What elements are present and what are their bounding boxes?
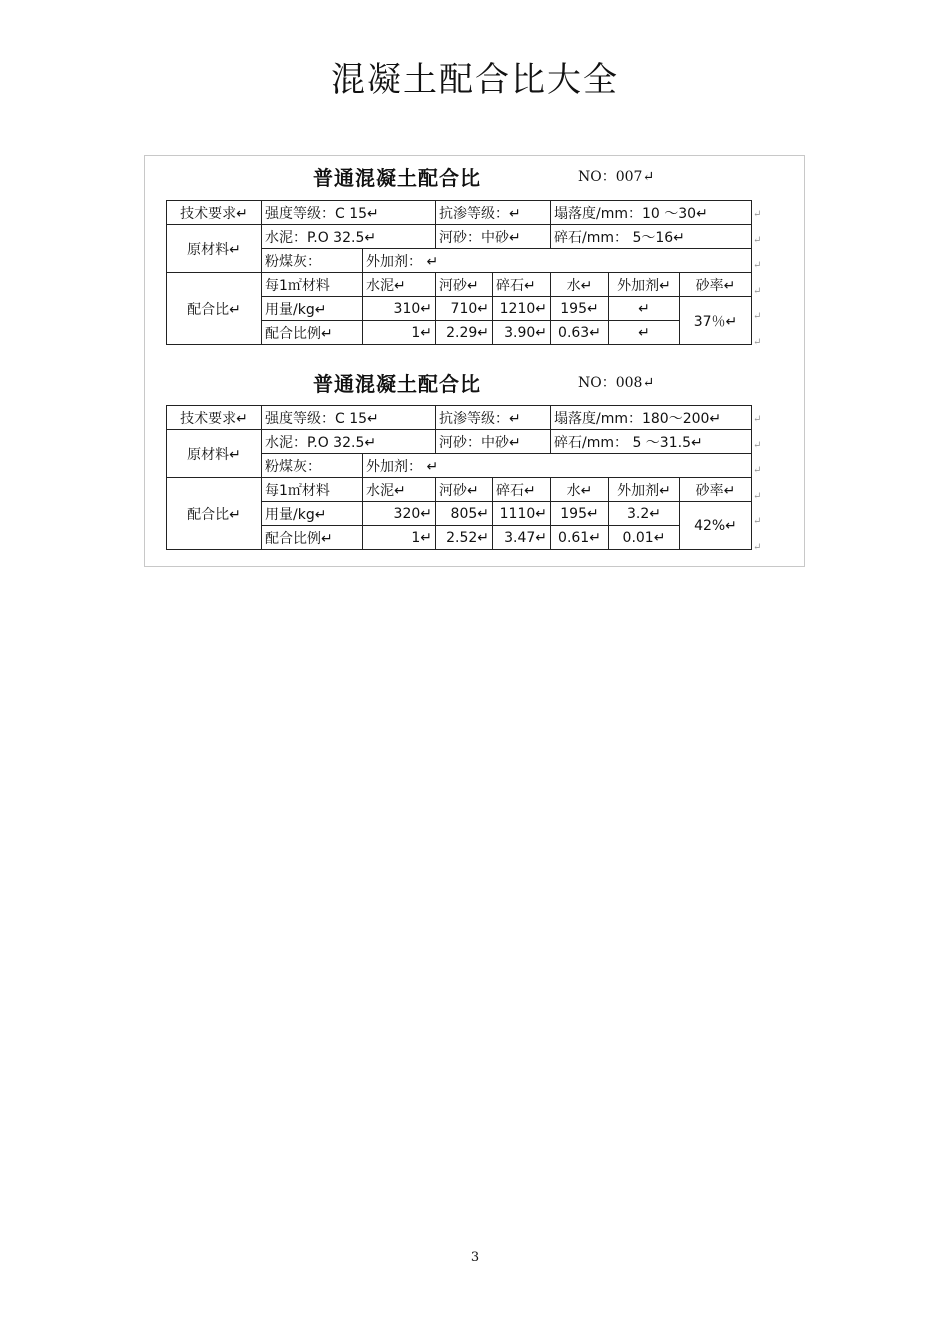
return-mark: ↵: [753, 209, 762, 220]
section-number: NO：007↵: [578, 169, 655, 185]
ratio-gravel: 3.47↵: [493, 526, 551, 550]
return-mark: ↵: [753, 465, 762, 476]
usage-admixture: ↵: [609, 297, 680, 321]
return-mark: ↵: [753, 516, 762, 527]
header-cement: 水泥↵: [363, 478, 436, 502]
ratio-water: 0.63↵: [551, 321, 609, 345]
mix-ratio-label: 配合比↵: [167, 273, 262, 345]
sand-rate-value: 42%↵: [680, 502, 752, 550]
return-mark: ↵: [753, 260, 762, 271]
cement-spec: 水泥：P.O 32.5↵: [262, 430, 436, 454]
raw-materials-label: 原材料↵: [167, 225, 262, 273]
admixture-spec: 外加剂： ↵: [363, 249, 752, 273]
header-sand: 河砂↵: [436, 273, 493, 297]
usage-gravel: 1210↵: [493, 297, 551, 321]
usage-sand: 805↵: [436, 502, 493, 526]
mix-ratio-frame: [144, 155, 805, 567]
header-sand-rate: 砂率↵: [680, 478, 752, 502]
impermeability-grade: 抗渗等级：↵: [436, 406, 551, 430]
section-header: [145, 368, 804, 398]
flyash-spec: 粉煤灰：: [262, 249, 363, 273]
ratio-admixture: ↵: [609, 321, 680, 345]
usage-label: 用量/kg↵: [262, 502, 363, 526]
return-mark: ↵: [753, 285, 762, 297]
section-header: [145, 162, 804, 192]
return-mark: ↵: [753, 311, 762, 322]
mix-table: [166, 200, 752, 345]
flyash-spec: 粉煤灰：: [262, 454, 363, 478]
return-mark: ↵: [753, 414, 762, 425]
header-gravel: 碎石↵: [493, 273, 551, 297]
tech-requirements-label: 技术要求↵: [167, 201, 262, 225]
gravel-spec: 碎石/mm： 5 ～31.5↵: [551, 430, 752, 454]
ratio-label: 配合比例↵: [262, 321, 363, 345]
section-heading: 普通混凝土配合比: [313, 166, 481, 190]
ratio-gravel: 3.90↵: [493, 321, 551, 345]
section-number: NO：008↵: [578, 375, 655, 391]
header-sand: 河砂↵: [436, 478, 493, 502]
usage-water: 195↵: [551, 297, 609, 321]
header-material: 每1㎡材料: [262, 273, 363, 297]
header-material: 每1㎡材料: [262, 478, 363, 502]
ratio-cement: 1↵: [363, 526, 436, 550]
ratio-label: 配合比例↵: [262, 526, 363, 550]
return-mark: ↵: [753, 490, 762, 502]
ratio-water: 0.61↵: [551, 526, 609, 550]
header-gravel: 碎石↵: [493, 478, 551, 502]
tech-requirements-label: 技术要求↵: [167, 406, 262, 430]
document-title: 混凝土配合比大全: [331, 60, 619, 100]
page-number: 3: [470, 1250, 480, 1265]
header-admixture: 外加剂↵: [609, 478, 680, 502]
header-sand-rate: 砂率↵: [680, 273, 752, 297]
usage-cement: 310↵: [363, 297, 436, 321]
mix-table: [166, 405, 752, 550]
usage-water: 195↵: [551, 502, 609, 526]
cement-spec: 水泥：P.O 32.5↵: [262, 225, 436, 249]
strength-grade: 强度等级：C 15↵: [262, 201, 436, 225]
sand-spec: 河砂：中砂↵: [436, 225, 551, 249]
ratio-admixture: 0.01↵: [609, 526, 680, 550]
header-admixture: 外加剂↵: [609, 273, 680, 297]
usage-sand: 710↵: [436, 297, 493, 321]
ratio-sand: 2.29↵: [436, 321, 493, 345]
usage-cement: 320↵: [363, 502, 436, 526]
header-cement: 水泥↵: [363, 273, 436, 297]
return-mark: ↵: [753, 439, 762, 451]
usage-label: 用量/kg↵: [262, 297, 363, 321]
usage-admixture: 3.2↵: [609, 502, 680, 526]
return-mark: ↵: [753, 336, 762, 348]
admixture-spec: 外加剂： ↵: [363, 454, 752, 478]
sand-rate-value: 37％↵: [680, 297, 752, 345]
slump: 塌落度/mm：10 ～30↵: [551, 201, 752, 225]
gravel-spec: 碎石/mm： 5～16↵: [551, 225, 752, 249]
paragraph-marks: [753, 407, 761, 560]
impermeability-grade: 抗渗等级：↵: [436, 201, 551, 225]
ratio-cement: 1↵: [363, 321, 436, 345]
section-heading: 普通混凝土配合比: [313, 372, 481, 396]
mix-ratio-label: 配合比↵: [167, 478, 262, 550]
header-water: 水↵: [551, 273, 609, 297]
usage-gravel: 1110↵: [493, 502, 551, 526]
return-mark: ↵: [753, 541, 762, 553]
sand-spec: 河砂：中砂↵: [436, 430, 551, 454]
return-mark: ↵: [753, 234, 762, 246]
paragraph-marks: [753, 202, 761, 355]
raw-materials-label: 原材料↵: [167, 430, 262, 478]
header-water: 水↵: [551, 478, 609, 502]
ratio-sand: 2.52↵: [436, 526, 493, 550]
slump: 塌落度/mm：180～200↵: [551, 406, 752, 430]
strength-grade: 强度等级：C 15↵: [262, 406, 436, 430]
